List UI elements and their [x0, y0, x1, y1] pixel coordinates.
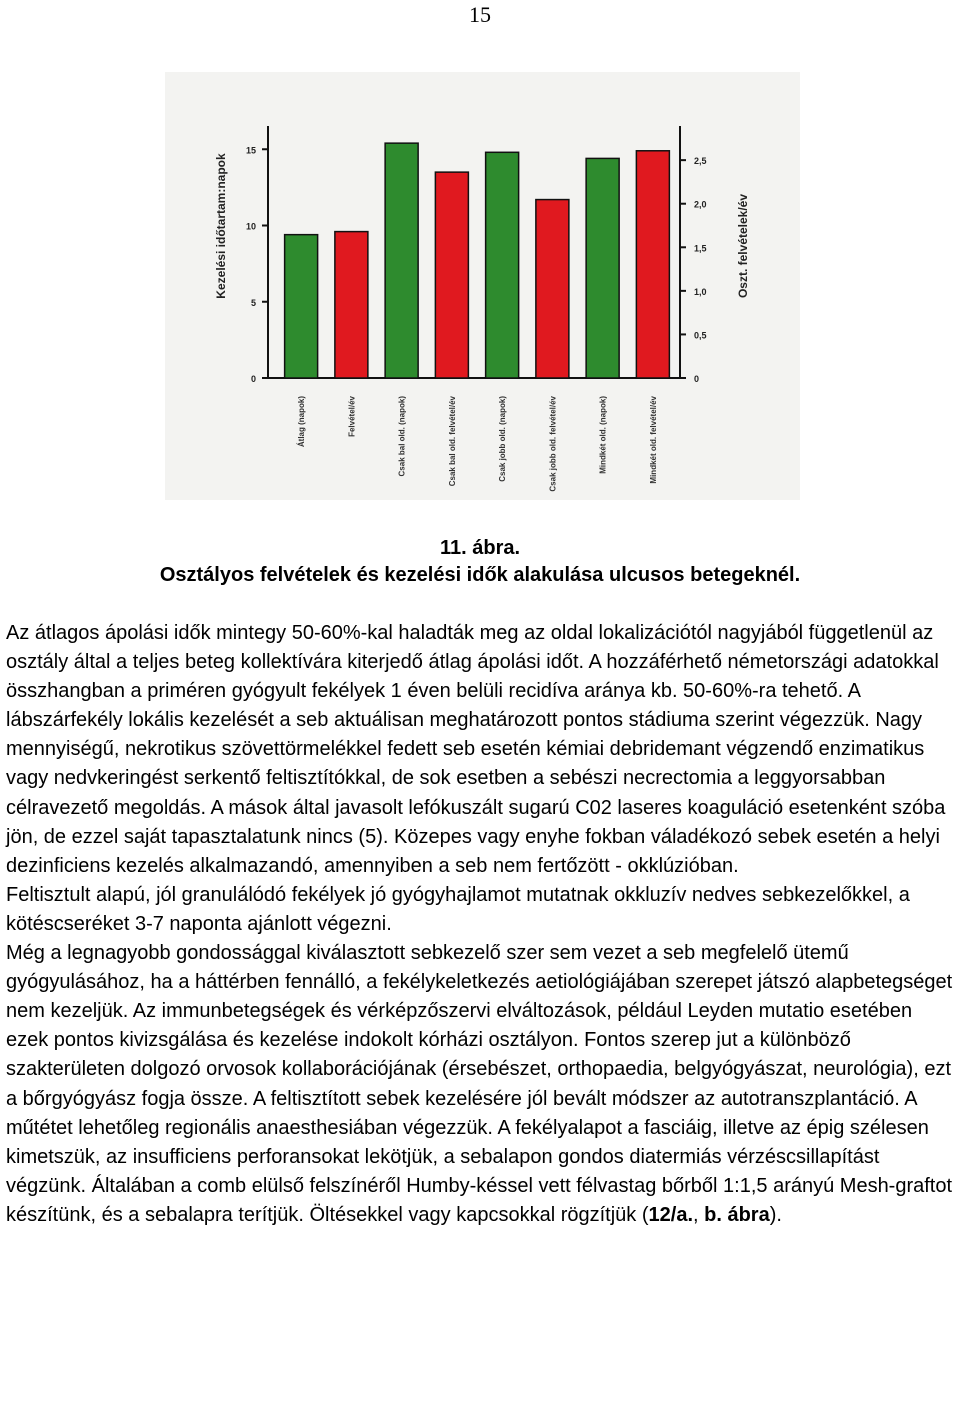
bar — [435, 172, 468, 378]
y2-tick-label: 2,5 — [694, 156, 707, 167]
paragraph-3-end: ). — [769, 1203, 782, 1226]
bar — [586, 158, 619, 378]
y2-tick-label: 2,0 — [694, 199, 707, 210]
paragraph-1: Az átlagos ápolási idők mintegy 50-60%-kal haladták meg az oldal lokalizációtól nagyjából függetlenül az osztály által a teljes beteg kollektívára kiterjedő átlag ápolási időt. A hozzáférhető németországi adatokkal összhangban a priméren gyógyult fekélyek 1 éven belüli recidíva aránya kb. 50-60%-ra tehető. A lábszárfekély lokális kezelését a seb aktuálisan meghatározott pontos stádiuma szerint végezzük. Nagy mennyiségű, nekrotikus szövettörmelékkel fedett seb esetén kémiai debridemant végzendő enzimatikus vagy nedvkeringést serkentő feltisztítókkal, de sok esetben a sebészi necrectomia a leggyorsabban célravezető megoldás. A mások által javasolt lefókuszált sugarú C02 laseres koaguláció esetenként szóba jön, de ezzel saját tapasztalatunk nincs (5). Közepes vagy enyhe fokban váladékozó sebek esetén a helyi dezinficiens kezelés alkalmazandó, amennyiben a seb nem fertőzött - okklúzióban. — [6, 622, 946, 877]
y-tick-label: 0 — [250, 374, 256, 384]
y2-tick-label: 0,5 — [694, 330, 707, 341]
figure-ref-12a: 12/a. — [648, 1203, 693, 1226]
x-tick-label: Felvétel/év — [347, 396, 357, 437]
x-tick-label: Átlag (napok) — [297, 396, 307, 448]
x-tick-label: Mindkét old. felvétel/év — [648, 396, 658, 484]
bar — [486, 152, 519, 378]
paragraph-3-main: Még a legnagyobb gondossággal kiválasztott sebkezelő szer sem vezet a seb megfelelő ütemű gyógyulásához, ha a háttérben fennálló, a fekélykeletkezés aetiológiájában szerepet játszó alapbetegséget nem kezeljük. Az immunbetegségek és vérképzőszervi elváltozások, például Leyden mutatio esetében ezek pontos kivizsgálása és kezelése indokolt kórházi osztályon. Fontos szerep jut a különböző szakterületen dolgozó orvosok kollaborációjának (érsebészet, orthopaedia, belgyógyászat, neurológia), ezt a bőrgyógyász fogja össze. A feltisztított sebek kezelésére jól bevált módszer az autotranszplantáció. A műtétet lehetőleg regionális anaesthesiában végezzük. A fekélyalapot a fasciáig, illetve az épig szélesen kimetszük, az insufficiens perforansokat lekötjük, a sebalapon gondos diatermiás vérzéscsillapítást végzünk. Általában a comb elülső felszínéről Humby-késsel vett félvastag bőrből 1:1,5 arányú Mesh-graftot készítünk, és a sebalapra terítjük. Öltésekkel vagy kapcsokkal rögzítjük ( — [6, 942, 953, 1226]
figure-ref-b: b. ábra — [704, 1203, 770, 1226]
y-tick-label: 15 — [245, 145, 256, 156]
paragraph-3 — [6, 939, 956, 1230]
figure-title: Osztályos felvételek és kezelési idők alakulása ulcusos betegeknél. — [159, 564, 801, 586]
y2-tick-label: 0 — [694, 374, 700, 384]
bar — [335, 232, 368, 378]
bar-chart — [165, 72, 800, 500]
body-text — [6, 619, 956, 1230]
bar — [285, 235, 318, 378]
y-axis-label: Kezelési időtartam:napok — [214, 153, 228, 299]
y-tick-label: 10 — [245, 221, 256, 232]
bar — [636, 151, 669, 378]
x-tick-label: Csak bal old. felvétel/év — [447, 396, 457, 487]
bar — [385, 143, 418, 378]
x-tick-label: Csak bal old. (napok) — [397, 396, 407, 477]
x-tick-label: Csak jobb old. (napok) — [498, 396, 508, 482]
bar — [536, 200, 569, 378]
x-tick-label: Mindkét old. (napok) — [598, 396, 608, 474]
figure-chart — [165, 72, 800, 500]
paragraph-2: Feltisztult alapú, jól granulálódó fekélyek jó gyógyhajlamot mutatnak okkluzív nedves sebkezelőkkel, a kötéscseréket 3-7 naponta ajánlott végezni. — [6, 883, 910, 935]
paragraph-3-sep: , — [693, 1203, 705, 1226]
x-tick-label: Csak jobb old. felvétel/év — [548, 396, 558, 492]
y2-axis-label: Oszt. felvételek/év — [736, 193, 750, 299]
page-number: 15 — [469, 2, 491, 27]
figure-number: 11. ábra. — [439, 537, 521, 559]
y2-tick-label: 1,5 — [694, 243, 707, 254]
y-tick-label: 5 — [250, 297, 256, 308]
y2-tick-label: 1,0 — [694, 286, 707, 297]
